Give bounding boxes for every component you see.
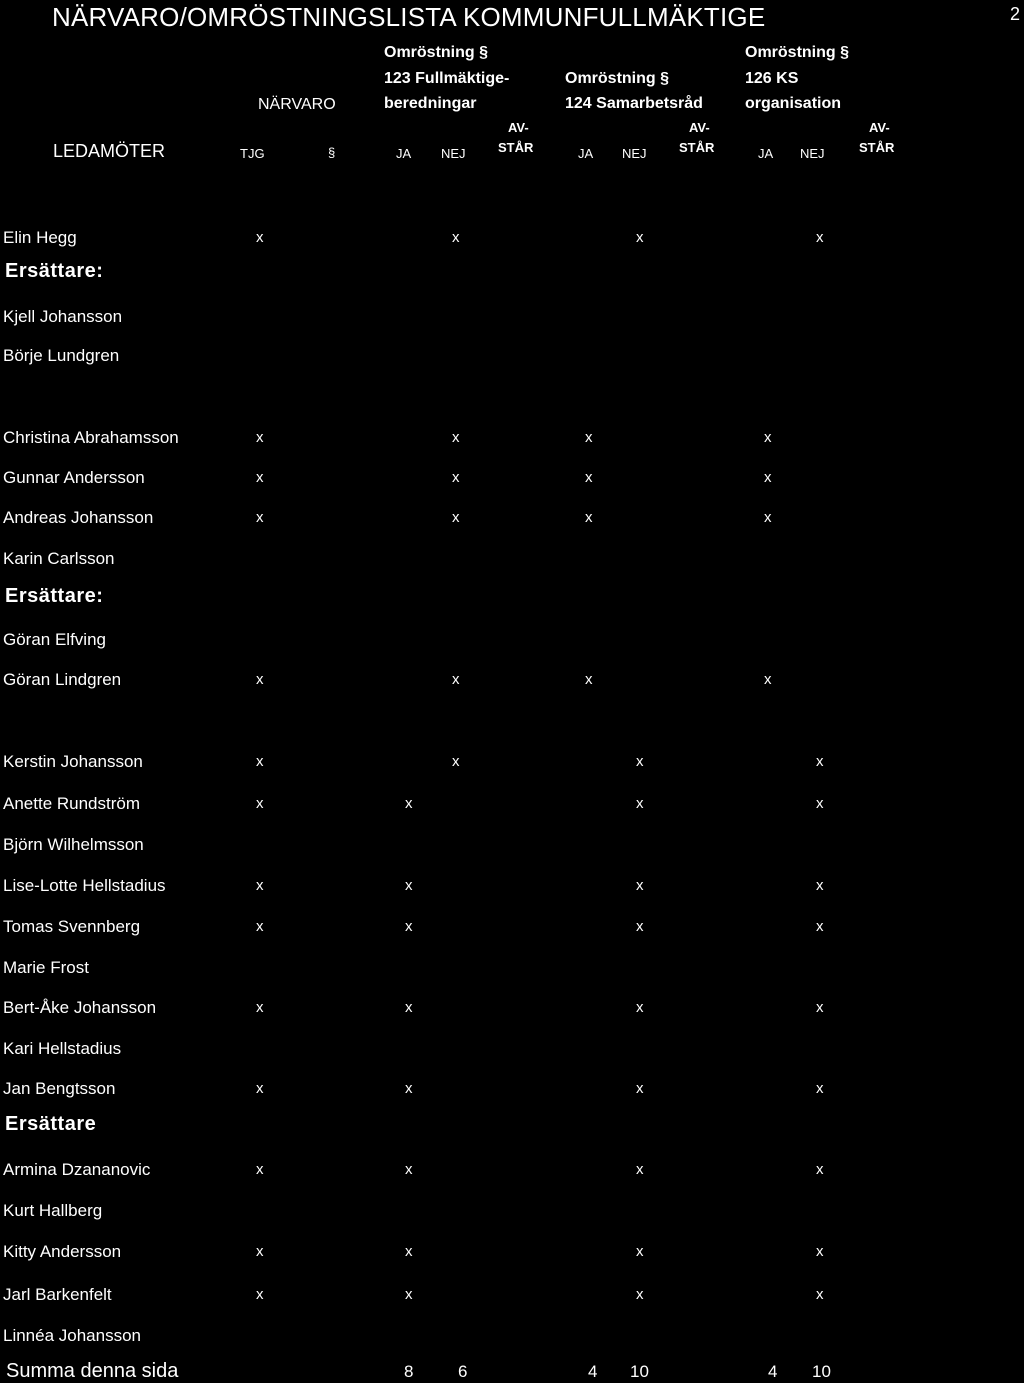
vote1-ja-total: 8 — [404, 1362, 414, 1381]
v3-ja-mark: x — [764, 671, 772, 688]
v2-nej-mark: x — [636, 795, 644, 812]
v2-ja-mark: x — [585, 509, 593, 526]
v1-ja-mark: x — [405, 999, 413, 1016]
tjg-mark: x — [256, 671, 264, 688]
vote2-av-header: AV- — [689, 120, 710, 135]
section-heading: Ersättare: — [5, 260, 104, 282]
tjg-mark: x — [256, 795, 264, 812]
tjg-mark: x — [256, 1286, 264, 1303]
v1-ja-mark: x — [405, 1286, 413, 1303]
member-name: Kerstin Johansson — [3, 752, 143, 771]
member-name: Linnéa Johansson — [3, 1326, 142, 1345]
v2-ja-mark: x — [585, 671, 593, 688]
vote1-header-line2: 123 Fullmäktige- — [384, 70, 510, 87]
v1-ja-mark: x — [405, 1080, 413, 1097]
v1-ja-mark: x — [405, 795, 413, 812]
v1-nej-mark: x — [452, 229, 460, 246]
tjg-mark: x — [256, 753, 264, 770]
vote3-ja-total: 4 — [768, 1362, 778, 1381]
member-name: Göran Elfving — [3, 630, 106, 649]
v3-nej-mark: x — [816, 999, 824, 1016]
tjg-mark: x — [256, 918, 264, 935]
v3-nej-mark: x — [816, 795, 824, 812]
vote3-ja-header: JA — [758, 146, 774, 161]
vote3-nej-total: 10 — [812, 1362, 831, 1381]
v2-nej-mark: x — [636, 877, 644, 894]
v2-ja-mark: x — [585, 469, 593, 486]
member-name: Björn Wilhelmsson — [3, 835, 144, 854]
v2-nej-mark: x — [636, 1080, 644, 1097]
member-name: Jan Bengtsson — [3, 1079, 116, 1098]
vote2-nej-total: 10 — [630, 1362, 649, 1381]
v2-nej-mark: x — [636, 918, 644, 935]
v1-nej-mark: x — [452, 469, 460, 486]
vote2-header-line1: Omröstning § — [565, 70, 670, 87]
member-name: Marie Frost — [3, 958, 89, 977]
member-name: Bert-Åke Johansson — [3, 998, 157, 1017]
tjg-mark: x — [256, 229, 264, 246]
tjg-mark: x — [256, 999, 264, 1016]
page-title: NÄRVARO/OMRÖSTNINGSLISTA KOMMUNFULLMÄKTIGE — [52, 2, 766, 32]
v1-nej-mark: x — [452, 429, 460, 446]
v3-ja-mark: x — [764, 429, 772, 446]
vote2-nej-header: NEJ — [622, 146, 647, 161]
tjg-mark: x — [256, 469, 264, 486]
tjg-mark: x — [256, 1080, 264, 1097]
member-name: Jarl Barkenfelt — [3, 1285, 112, 1304]
vote1-nej-header: NEJ — [441, 146, 466, 161]
vote3-nej-header: NEJ — [800, 146, 825, 161]
v1-nej-mark: x — [452, 509, 460, 526]
tjg-mark: x — [256, 877, 264, 894]
member-name: Kjell Johansson — [3, 307, 123, 326]
vote2-star-header: STÅR — [679, 140, 715, 155]
member-name: Andreas Johansson — [3, 508, 154, 527]
vote2-header-line2: 124 Samarbetsråd — [565, 95, 703, 112]
section-heading: Ersättare — [5, 1113, 97, 1135]
v3-nej-mark: x — [816, 877, 824, 894]
page-number: 2 — [1010, 4, 1021, 24]
vote1-header-line3: beredningar — [384, 95, 477, 112]
member-name: Gunnar Andersson — [3, 468, 145, 487]
tjg-header: TJG — [240, 146, 265, 161]
member-name: Börje Lundgren — [3, 346, 120, 365]
tjg-mark: x — [256, 509, 264, 526]
v1-nej-mark: x — [452, 671, 460, 688]
v2-nej-mark: x — [636, 1286, 644, 1303]
member-name: Anette Rundström — [3, 794, 141, 813]
v2-nej-mark: x — [636, 1243, 644, 1260]
v1-ja-mark: x — [405, 1243, 413, 1260]
v3-nej-mark: x — [816, 1243, 824, 1260]
v3-nej-mark: x — [816, 1161, 824, 1178]
v2-nej-mark: x — [636, 999, 644, 1016]
v3-nej-mark: x — [816, 918, 824, 935]
section-heading: Ersättare: — [5, 585, 104, 607]
vote2-ja-header: JA — [578, 146, 594, 161]
vote3-header-line1: Omröstning § — [745, 44, 850, 61]
v2-nej-mark: x — [636, 753, 644, 770]
v1-nej-mark: x — [452, 753, 460, 770]
ledamoter-header: LEDAMÖTER — [53, 141, 166, 161]
summary-label: Summa denna sida — [6, 1360, 179, 1382]
v3-ja-mark: x — [764, 509, 772, 526]
v3-nej-mark: x — [816, 229, 824, 246]
vote3-star-header: STÅR — [859, 140, 895, 155]
v3-nej-mark: x — [816, 1080, 824, 1097]
member-name: Karin Carlsson — [3, 549, 115, 568]
v2-nej-mark: x — [636, 229, 644, 246]
vote1-nej-total: 6 — [458, 1362, 468, 1381]
vote1-header-line1: Omröstning § — [384, 44, 489, 61]
v3-nej-mark: x — [816, 753, 824, 770]
member-name: Armina Dzananovic — [3, 1160, 151, 1179]
member-name: Lise-Lotte Hellstadius — [3, 876, 166, 895]
tjg-mark: x — [256, 1161, 264, 1178]
v2-ja-mark: x — [585, 429, 593, 446]
v3-nej-mark: x — [816, 1286, 824, 1303]
narvaro-header: NÄRVARO — [258, 96, 336, 113]
v1-ja-mark: x — [405, 918, 413, 935]
vote3-header-line3: organisation — [745, 95, 842, 112]
v2-nej-mark: x — [636, 1161, 644, 1178]
vote1-star-header: STÅR — [498, 140, 534, 155]
v3-ja-mark: x — [764, 469, 772, 486]
tjg-mark: x — [256, 429, 264, 446]
vote1-av-header: AV- — [508, 120, 529, 135]
member-name: Kurt Hallberg — [3, 1201, 103, 1220]
member-name: Kari Hellstadius — [3, 1039, 122, 1058]
member-name: Christina Abrahamsson — [3, 428, 179, 447]
v1-ja-mark: x — [405, 877, 413, 894]
tjg-mark: x — [256, 1243, 264, 1260]
member-name: Kitty Andersson — [3, 1242, 122, 1261]
v1-ja-mark: x — [405, 1161, 413, 1178]
vote2-ja-total: 4 — [588, 1362, 598, 1381]
paragraph-header: § — [328, 145, 336, 160]
member-name: Elin Hegg — [3, 228, 77, 247]
member-name: Göran Lindgren — [3, 670, 122, 689]
member-name: Tomas Svennberg — [3, 917, 141, 936]
vote1-ja-header: JA — [396, 146, 412, 161]
vote3-header-line2: 126 KS — [745, 70, 799, 87]
vote3-av-header: AV- — [869, 120, 890, 135]
